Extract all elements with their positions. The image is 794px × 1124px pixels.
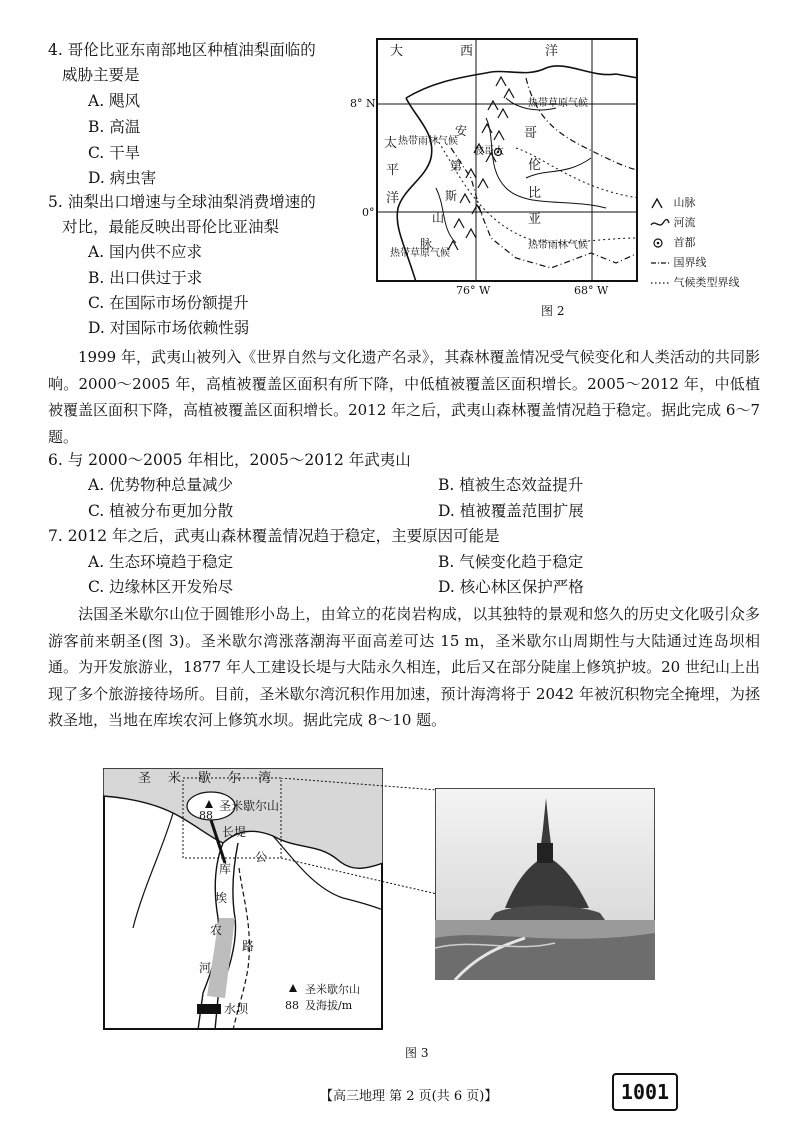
q7-stem: 7. 2012 年之后，武夷山森林覆盖情况趋于稳定，主要原因可能是 bbox=[48, 527, 500, 545]
fig3-dike: 长堤 bbox=[222, 825, 247, 839]
q7-option-a: A. 生态环境趋于稳定 bbox=[88, 553, 234, 571]
fig2-atlantic-1: 大 bbox=[390, 44, 404, 59]
q6-option-d: D. 植被覆盖范围扩展 bbox=[438, 502, 584, 520]
figure3-leader-lines bbox=[281, 778, 441, 898]
q4-option-d: D. 病虫害 bbox=[88, 169, 157, 187]
fig2-lat-0: 0° bbox=[362, 206, 375, 219]
fig3-legend-value: 88 bbox=[285, 999, 299, 1012]
fig3-legend-line1: 圣米歇尔山 bbox=[305, 983, 360, 996]
q6-stem: 6. 与 2000～2005 年相比，2005～2012 年武夷山 bbox=[48, 451, 411, 469]
page-footer: 【高三地理 第 2 页(共 6 页)】 bbox=[320, 1089, 498, 1104]
fig2-climate-savanna-top: 热带草原气候 bbox=[528, 98, 588, 109]
fig2-andes-1: 安 bbox=[455, 124, 468, 138]
q6-option-b: B. 植被生态效益提升 bbox=[438, 476, 584, 494]
fig2-pacific-3: 洋 bbox=[386, 191, 400, 206]
legend-capital bbox=[650, 236, 696, 250]
climate-boundary-icon bbox=[650, 277, 670, 289]
legend-border bbox=[650, 256, 707, 270]
fig2-colombia-4: 亚 bbox=[528, 212, 542, 227]
q6-option-c: C. 植被分布更加分散 bbox=[88, 502, 234, 520]
fig2-pacific-1: 太 bbox=[384, 136, 398, 151]
passage-wuyishan-text: 1999 年，武夷山被列入《世界自然与文化遗产名录》，其森林覆盖情况受气候变化和人类活动的共同影响。2000～2005 年，高植被覆盖区面积有所下降，中低植被覆盖区面积增长。2005～2012 年，中低植被覆盖区面积下降，高植被覆盖区面积增长。2012 年之后，武夷山森林覆盖情况趋于稳定。据此完成 6～7 题。 bbox=[48, 348, 760, 446]
q5-option-a: A. 国内供不应求 bbox=[88, 243, 203, 261]
fig2-lon-76w: 76° W bbox=[456, 284, 491, 297]
fig3-river-2: 埃 bbox=[215, 891, 228, 905]
q4-option-a: A. 飓风 bbox=[88, 92, 141, 110]
fig2-colombia-2: 伦 bbox=[528, 158, 542, 173]
mountain-icon bbox=[650, 197, 670, 209]
legend-climate-boundary-label: 气候类型界线 bbox=[673, 276, 740, 289]
legend-border-label: 国界线 bbox=[673, 256, 707, 269]
fig2-atlantic-3: 洋 bbox=[545, 44, 559, 59]
q7-option-b: B. 气候变化趋于稳定 bbox=[438, 553, 584, 571]
mont-saint-michel-photo bbox=[435, 788, 655, 980]
q5-stem-line1: 5. 油梨出口增速与全球油梨消费增速的 bbox=[48, 193, 316, 211]
fig2-colombia-3: 比 bbox=[528, 186, 542, 201]
fig3-bay-5: 湾 bbox=[258, 771, 272, 786]
fig3-river-4: 河 bbox=[199, 961, 212, 975]
fig3-mountain-name: 圣米歇尔山 bbox=[219, 799, 280, 813]
fig2-lat-8n: 8° N bbox=[350, 97, 376, 110]
q4-option-b: B. 高温 bbox=[88, 118, 141, 136]
legend-mountain bbox=[650, 196, 696, 210]
figure2-map bbox=[376, 38, 638, 282]
fig3-river-3: 农 bbox=[210, 923, 223, 937]
fig3-elevation: 88 bbox=[199, 809, 213, 822]
q7-option-d: D. 核心林区保护严格 bbox=[438, 578, 584, 596]
river-icon bbox=[650, 217, 670, 229]
fig3-river-1: 库 bbox=[219, 862, 232, 876]
fig2-climate-savanna-bottom: 热带草原气候 bbox=[390, 248, 450, 259]
q6-option-a: A. 优势物种总量减少 bbox=[88, 476, 234, 494]
fig3-dam: 水坝 bbox=[224, 1002, 249, 1016]
border-line-icon bbox=[650, 257, 670, 269]
passage-wuyishan bbox=[48, 344, 760, 450]
paper-code: 1001 bbox=[612, 1073, 678, 1111]
q4-stem-line2: 威胁主要是 bbox=[62, 66, 140, 84]
fig3-road-2: 路 bbox=[242, 939, 255, 953]
fig2-pacific-2: 平 bbox=[386, 163, 400, 178]
fig3-legend-line2: 及海拔/m bbox=[305, 999, 353, 1012]
q5-option-c: C. 在国际市场份额提升 bbox=[88, 294, 249, 312]
legend-river bbox=[650, 216, 696, 230]
fig2-andes-4: 山 bbox=[432, 211, 445, 225]
q4-option-c: C. 干旱 bbox=[88, 144, 141, 162]
legend-mountain-label: 山脉 bbox=[673, 196, 696, 209]
fig2-bogota: 波哥大 bbox=[474, 146, 504, 157]
fig3-bay-1: 圣 bbox=[138, 771, 152, 786]
q4-stem-line1: 4. 哥伦比亚东南部地区种植油梨面临的 bbox=[48, 41, 316, 59]
passage-mont-saint-michel-text: 法国圣米歇尔山位于圆锥形小岛上，由耸立的花岗岩构成，以其独特的景观和悠久的历史文化吸引众多游客前来朝圣(图 3)。圣米歇尔湾涨落潮海平面高差可达 15 m，圣米歇尔山周期性与大陆通过连岛坝相通。为开发旅游业，1877 年人工建设长堤与大陆永久相连，此后又在部分陡崖上修筑护坡。20 世纪山上出现了多个旅游接待场所。目前，圣米歇尔湾沉积作用加速，预计海湾将于 2042 年被沉积物完全掩埋，为拯救圣地，当地在库埃农河上修筑水坝。据此完成 8～10 题。 bbox=[48, 605, 760, 729]
legend-climate-boundary bbox=[650, 276, 740, 290]
figure3-caption: 图 3 bbox=[405, 1046, 429, 1060]
fig2-climate-rainforest-right: 热带雨林气候 bbox=[528, 240, 588, 251]
fig2-atlantic-2: 西 bbox=[460, 44, 474, 59]
q5-option-d: D. 对国际市场依赖性弱 bbox=[88, 319, 250, 337]
fig3-bay-2: 米 bbox=[168, 771, 182, 786]
legend-river-label: 河流 bbox=[673, 216, 696, 229]
q5-option-b: B. 出口供过于求 bbox=[88, 269, 203, 287]
fig2-colombia-1: 哥 bbox=[524, 126, 538, 141]
figure2-caption: 图 2 bbox=[541, 304, 565, 318]
fig3-bay-3: 歇 bbox=[198, 771, 212, 786]
passage-mont-saint-michel bbox=[48, 601, 760, 734]
legend-capital-label: 首都 bbox=[673, 236, 696, 249]
q5-stem-line2: 对比，最能反映出哥伦比亚油梨 bbox=[62, 218, 280, 236]
q7-option-c: C. 边缘林区开发殆尽 bbox=[88, 578, 234, 596]
fig2-lon-68w: 68° W bbox=[574, 284, 609, 297]
fig2-andes-2: 第 bbox=[450, 159, 463, 173]
fig3-road-1: 公 bbox=[255, 850, 268, 864]
fig2-andes-3: 斯 bbox=[445, 189, 458, 203]
fig2-andes-5: 脉 bbox=[420, 237, 433, 251]
capital-icon bbox=[650, 237, 670, 249]
fig3-bay-4: 尔 bbox=[228, 771, 242, 786]
fig2-climate-rainforest: 热带雨林气候 bbox=[398, 136, 458, 147]
